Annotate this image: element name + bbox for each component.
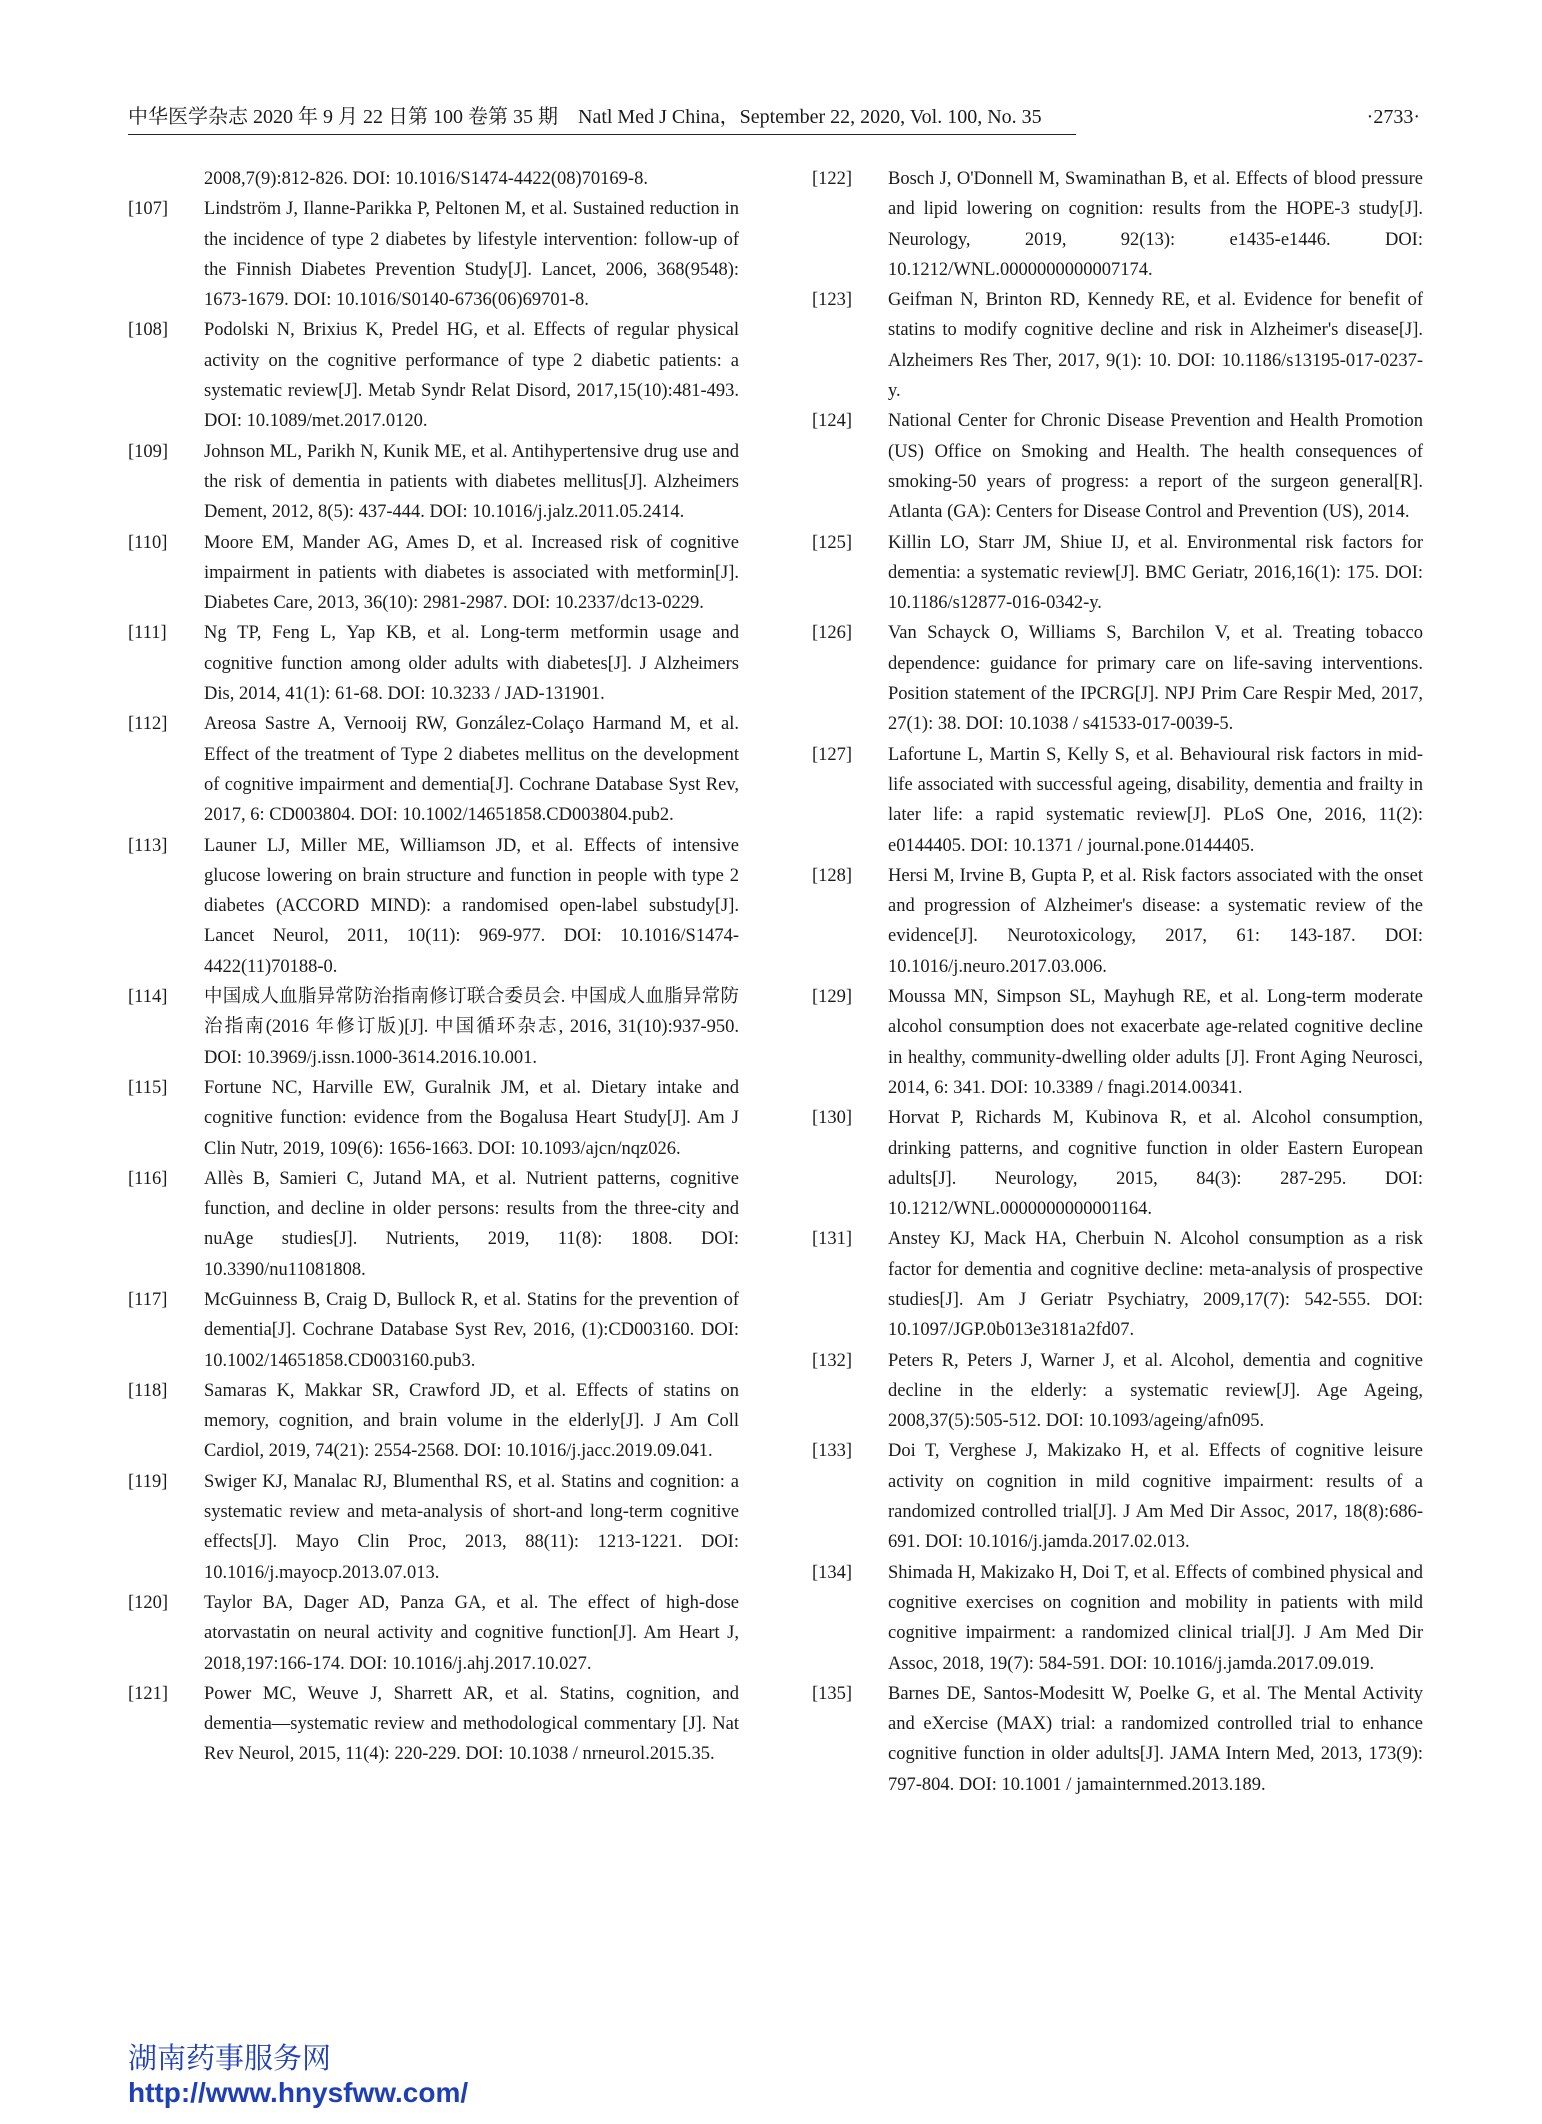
reference-number: [114] bbox=[128, 987, 168, 1008]
reference-entry bbox=[812, 164, 1423, 285]
reference-text: Swiger KJ, Manalac RJ, Blumenthal RS, et al. Statins and cognition: a systematic review and meta-analysis of short-and long-term cognitive effects[J]. Mayo Clin Proc, 2013, 88(11): 1213-1221. DOI: 10.1016/j.mayocp.2013.07.013. bbox=[204, 1471, 739, 1583]
reference-number: [121] bbox=[128, 1683, 169, 1704]
reference-number: [129] bbox=[812, 987, 853, 1008]
reference-number: [108] bbox=[128, 320, 169, 341]
reference-entry bbox=[128, 1467, 739, 1588]
reference-text: Power MC, Weuve J, Sharrett AR, et al. Statins, cognition, and dementia—systematic review and methodological commentary [J]. Nat Rev Neurol, 2015, 11(4): 220-229. DOI: 10.1038 / nrneurol.2015.35. bbox=[204, 1683, 739, 1765]
reference-text: Lafortune L, Martin S, Kelly S, et al. Behavioural risk factors in mid-life associated with successful ageing, disability, dementia and frailty in later life: a rapid systematic review[J]. PLoS One, 2016, 11(2): e0144405. DOI: 10.1371 / journal.pone.0144405. bbox=[888, 744, 1423, 856]
reference-number: [135] bbox=[812, 1683, 853, 1704]
header-rule bbox=[128, 134, 1076, 135]
reference-entry bbox=[128, 1679, 739, 1770]
reference-entry bbox=[128, 982, 739, 1073]
reference-text: Launer LJ, Miller ME, Williamson JD, et al. Effects of intensive glucose lowering on brain structure and function in people with type 2 diabetes (ACCORD MIND): a randomised open-label substudy[J]. Lancet Neurol, 2011, 10(11): 969-977. DOI: 10.1016/S1474-4422(11)70188-0. bbox=[204, 835, 739, 977]
journal-citation-line: 中华医学杂志 2020 年 9 月 22 日第 100 卷第 35 期 Natl Med J China，September 22, 2020, Vol. 100, No. 35 bbox=[128, 106, 1042, 128]
reference-text: Taylor BA, Dager AD, Panza GA, et al. The effect of high-dose atorvastatin on neural activity and cognitive function[J]. Am Heart J, 2018,197:166-174. DOI: 10.1016/j.ahj.2017.10.027. bbox=[204, 1592, 739, 1674]
reference-entry bbox=[812, 1679, 1423, 1800]
reference-entry bbox=[128, 618, 739, 709]
reference-text: Moore EM, Mander AG, Ames D, et al. Increased risk of cognitive impairment in patients with diabetes is associated with metformin[J]. Diabetes Care, 2013, 36(10): 2981-2987. DOI: 10.2337/dc13-0229. bbox=[204, 532, 739, 614]
reference-number: [130] bbox=[812, 1108, 853, 1129]
reference-number: [132] bbox=[812, 1350, 853, 1371]
reference-text: Allès B, Samieri C, Jutand MA, et al. Nutrient patterns, cognitive function, and decline in older persons: results from the three-city and nuAge studies[J]. Nutrients, 2019, 11(8): 1808. DOI: 10.3390/nu11081808. bbox=[204, 1168, 739, 1280]
reference-text: Johnson ML, Parikh N, Kunik ME, et al. Antihypertensive drug use and the risk of dementia in patients with diabetes mellitus[J]. Alzheimers Dement, 2012, 8(5): 437-444. DOI: 10.1016/j.jalz.2011.05.2414. bbox=[204, 441, 739, 523]
reference-entry bbox=[128, 1164, 739, 1285]
reference-text: Fortune NC, Harville EW, Guralnik JM, et al. Dietary intake and cognitive function: evidence from the Bogalusa Heart Study[J]. Am J Clin Nutr, 2019, 109(6): 1656-1663. DOI: 10.1093/ajcn/nqz026. bbox=[204, 1077, 739, 1159]
reference-text: Lindström J, Ilanne-Parikka P, Peltonen M, et al. Sustained reduction in the incidence of type 2 diabetes by lifestyle intervention: follow-up of the Finnish Diabetes Prevention Study[J]. Lancet, 2006, 368(9548): 1673-1679. DOI: 10.1016/S0140-6736(06)69701-8. bbox=[204, 199, 739, 311]
reference-number: [120] bbox=[128, 1592, 169, 1613]
reference-number: [127] bbox=[812, 744, 853, 765]
reference-number: [119] bbox=[128, 1471, 168, 1492]
reference-column-right bbox=[812, 164, 1423, 1800]
reference-entry bbox=[128, 437, 739, 528]
watermark-footer bbox=[128, 2040, 468, 2110]
reference-number: [117] bbox=[128, 1289, 168, 1310]
reference-entry bbox=[128, 315, 739, 436]
reference-text: Areosa Sastre A, Vernooij RW, González-Colaço Harmand M, et al. Effect of the treatment of Type 2 diabetes mellitus on the development of cognitive impairment and dementia[J]. Cochrane Database Syst Rev, 2017, 6: CD003804. DOI: 10.1002/14651858.CD003804.pub2. bbox=[204, 714, 739, 826]
reference-entry bbox=[812, 740, 1423, 861]
reference-text: Barnes DE, Santos-Modesitt W, Poelke G, et al. The Mental Activity and eXercise (MAX) trial: a randomized controlled trial to enhance cognitive function in older adults[J]. JAMA Intern Med, 2013, 173(9): 797-804. DOI: 10.1001 / jamainternmed.2013.189. bbox=[888, 1683, 1423, 1795]
reference-number: [111] bbox=[128, 623, 167, 644]
reference-text: Moussa MN, Simpson SL, Mayhugh RE, et al. Long-term moderate alcohol consumption does not exacerbate age-related cognitive decline in healthy, community-dwelling older adults [J]. Front Aging Neurosci, 2014, 6: 341. DOI: 10.3389 / fnagi.2014.00341. bbox=[888, 987, 1423, 1098]
reference-column-left bbox=[128, 164, 739, 1770]
reference-text: Killin LO, Starr JM, Shiue IJ, et al. Environmental risk factors for dementia: a systematic review[J]. BMC Geriatr, 2016,16(1): 175. DOI: 10.1186/s12877-016-0342-y. bbox=[888, 532, 1423, 614]
reference-entry bbox=[128, 1588, 739, 1679]
reference-entry bbox=[812, 1436, 1423, 1557]
reference-text: Geifman N, Brinton RD, Kennedy RE, et al. Evidence for benefit of statins to modify cognitive decline and risk in Alzheimer's disease[J]. Alzheimers Res Ther, 2017, 9(1): 10. DOI: 10.1186/s13195-017-0237-y. bbox=[888, 290, 1423, 402]
site-url-link[interactable]: http://www.hnysfww.com/ bbox=[128, 2077, 469, 2108]
reference-number: [115] bbox=[128, 1077, 168, 1098]
reference-text: Ng TP, Feng L, Yap KB, et al. Long-term metformin usage and cognitive function among older adults with diabetes[J]. J Alzheimers Dis, 2014, 41(1): 61-68. DOI: 10.3233 / JAD-131901. bbox=[204, 623, 739, 705]
reference-text: Anstey KJ, Mack HA, Cherbuin N. Alcohol consumption as a risk factor for dementia and cognitive decline: meta-analysis of prospective studies[J]. Am J Geriatr Psychiatry, 2009,17(7): 542-555. DOI: 10.1097/JGP.0b013e3181a2fd07. bbox=[888, 1229, 1423, 1341]
reference-text: Van Schayck O, Williams S, Barchilon V, et al. Treating tobacco dependence: guidance for primary care on life-saving interventions. Position statement of the IPCRG[J]. NPJ Prim Care Respir Med, 2017, 27(1): 38. DOI: 10.1038 / s41533-017-0039-5. bbox=[888, 623, 1423, 735]
reference-entry bbox=[812, 1558, 1423, 1679]
reference-text: Hersi M, Irvine B, Gupta P, et al. Risk factors associated with the onset and progression of Alzheimer's disease: a systematic review of the evidence[J]. Neurotoxicology, 2017, 61: 143-187. DOI: 10.1016/j.neuro.2017.03.006. bbox=[888, 865, 1423, 977]
reference-text: Samaras K, Makkar SR, Crawford JD, et al. Effects of statins on memory, cognition, and brain volume in the elderly[J]. J Am Coll Cardiol, 2019, 74(21): 2554-2568. DOI: 10.1016/j.jacc.2019.09.041. bbox=[204, 1380, 739, 1462]
reference-entry bbox=[812, 618, 1423, 739]
reference-number: [116] bbox=[128, 1168, 168, 1189]
reference-text: Podolski N, Brixius K, Predel HG, et al. Effects of regular physical activity on the cognitive performance of type 2 diabetic patients: a systematic review[J]. Metab Syndr Relat Disord, 2017,15(10):481-493. DOI: 10.1089/met.2017.0120. bbox=[204, 320, 739, 432]
reference-entry bbox=[812, 861, 1423, 982]
reference-number: [124] bbox=[812, 411, 853, 432]
reference-entry bbox=[128, 528, 739, 619]
reference-entry bbox=[128, 831, 739, 982]
reference-number: [113] bbox=[128, 835, 168, 856]
reference-text: 2008,7(9):812-826. DOI: 10.1016/S1474-4422(08)70169-8. bbox=[204, 169, 648, 189]
reference-number: [110] bbox=[128, 532, 168, 553]
reference-number: [112] bbox=[128, 714, 168, 735]
reference-number: [122] bbox=[812, 169, 853, 189]
reference-text: Shimada H, Makizako H, Doi T, et al. Effects of combined physical and cognitive exercises on cognition and mobility in patients with mild cognitive impairment: a randomized clinical trial[J]. J Am Med Dir Assoc, 2018, 19(7): 584-591. DOI: 10.1016/j.jamda.2017.09.019. bbox=[888, 1562, 1423, 1674]
reference-number: [131] bbox=[812, 1229, 853, 1250]
reference-text: Bosch J, O'Donnell M, Swaminathan B, et al. Effects of blood pressure and lipid lowering on cognition: results from the HOPE-3 study[J]. Neurology, 2019, 92(13): e1435-e1446. DOI: 10.1212/WNL.0000000000007174. bbox=[888, 169, 1423, 280]
reference-text: Horvat P, Richards M, Kubinova R, et al. Alcohol consumption, drinking patterns, and cognitive function in older Eastern European adults[J]. Neurology, 2015, 84(3): 287-295. DOI: 10.1212/WNL.0000000000001164. bbox=[888, 1108, 1423, 1220]
reference-number: [118] bbox=[128, 1380, 168, 1401]
reference-number: [109] bbox=[128, 441, 169, 462]
running-header bbox=[128, 100, 1420, 134]
reference-entry bbox=[812, 528, 1423, 619]
reference-entry bbox=[128, 1376, 739, 1467]
reference-number: [134] bbox=[812, 1562, 853, 1583]
reference-text: National Center for Chronic Disease Prevention and Health Promotion (US) Office on Smoking and Health. The health consequences of smoking-50 years of progress: a report of the surgeon general[R]. Atlanta (GA): Centers for Disease Control and Prevention (US), 2014. bbox=[888, 411, 1423, 523]
reference-number: [123] bbox=[812, 290, 853, 311]
reference-entry bbox=[128, 194, 739, 315]
reference-entry bbox=[128, 164, 739, 194]
reference-text: Doi T, Verghese J, Makizako H, et al. Effects of cognitive leisure activity on cognition in mild cognitive impairment: results of a randomized controlled trial[J]. J Am Med Dir Assoc, 2017, 18(8):686-691. DOI: 10.1016/j.jamda.2017.02.013. bbox=[888, 1441, 1423, 1553]
page-number: ·2733· bbox=[1366, 106, 1420, 128]
reference-text: Peters R, Peters J, Warner J, et al. Alcohol, dementia and cognitive decline in the elderly: a systematic review[J]. Age Ageing, 2008,37(5):505-512. DOI: 10.1093/ageing/afn095. bbox=[888, 1350, 1423, 1432]
reference-entry bbox=[812, 1346, 1423, 1437]
site-name: 湖南药事服务网 bbox=[128, 2041, 332, 2075]
reference-text: 中国成人血脂异常防治指南修订联合委员会. 中国成人血脂异常防治指南(2016 年修订版)[J]. 中国循环杂志, 2016, 31(10):937-950. DOI: 10.3969/j.issn.1000-3614.2016.10.001. bbox=[204, 987, 739, 1068]
reference-number: [126] bbox=[812, 623, 853, 644]
reference-entry bbox=[128, 709, 739, 830]
reference-number: [107] bbox=[128, 199, 169, 220]
reference-entry bbox=[128, 1073, 739, 1164]
reference-entry bbox=[812, 982, 1423, 1103]
reference-number: [125] bbox=[812, 532, 853, 553]
reference-entry bbox=[128, 1285, 739, 1376]
reference-entry bbox=[812, 1103, 1423, 1224]
reference-entry bbox=[812, 1224, 1423, 1345]
reference-entry bbox=[812, 406, 1423, 527]
reference-text: McGuinness B, Craig D, Bullock R, et al. Statins for the prevention of dementia[J]. Cochrane Database Syst Rev, 2016, (1):CD003160. DOI: 10.1002/14651858.CD003160.pub3. bbox=[204, 1289, 739, 1371]
reference-entry bbox=[812, 285, 1423, 406]
reference-number: [128] bbox=[812, 865, 853, 886]
reference-number: [133] bbox=[812, 1441, 853, 1462]
